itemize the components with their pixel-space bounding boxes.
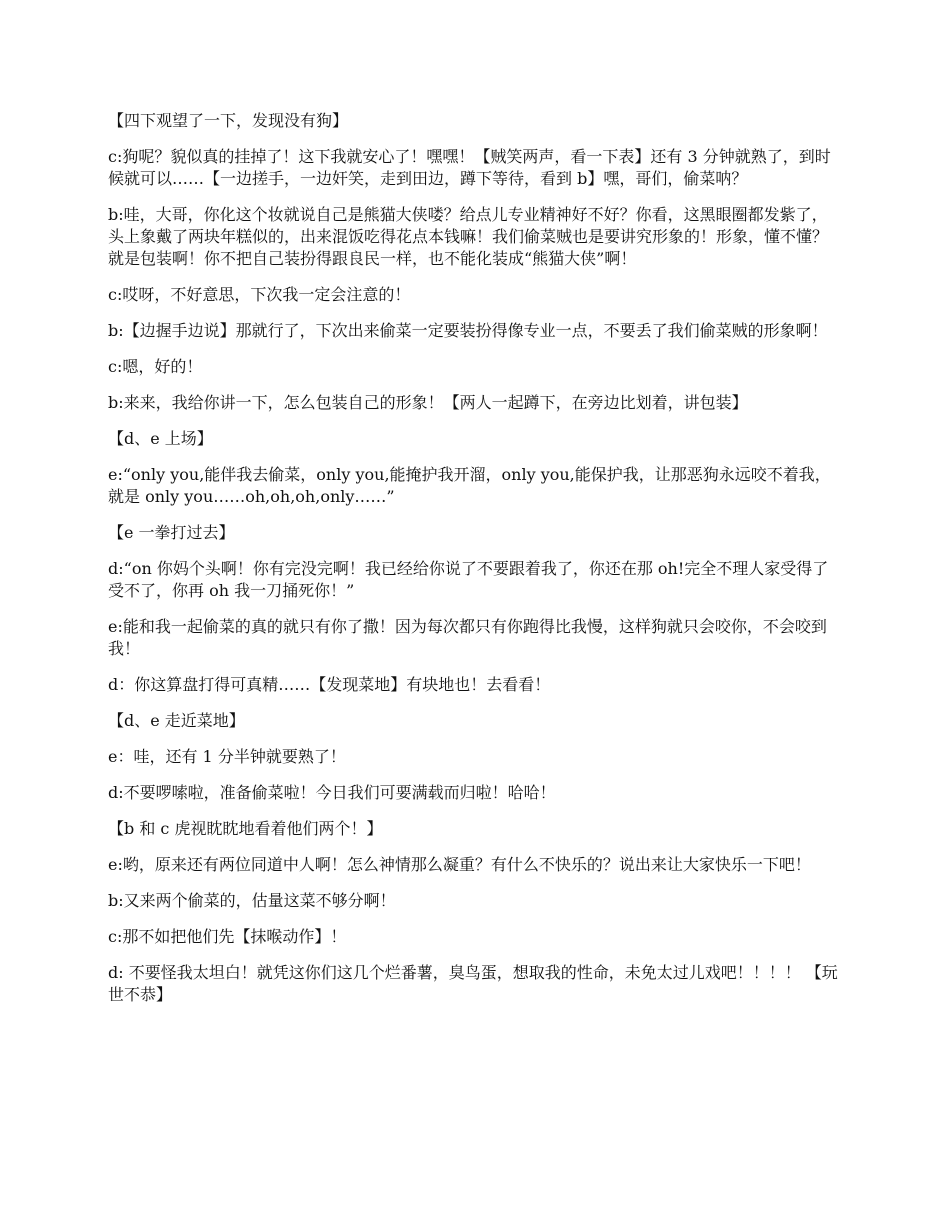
paragraph-1: 【四下观望了一下，发现没有狗】 [108,111,349,130]
paragraph-2: c:狗呢？貌似真的挂掉了！这下我就安心了！嘿嘿！【贼笑两声，看一下表】还有 3 分钟就熟了，到时候就可以……【一边搓手，一边奸笑，走到田边，蹲下等待，看到 b】嘿，哥们，偷菜呐？ [108,147,831,188]
paragraph-8: 【d、e 上场】 [108,429,213,448]
paragraph-13: d：你这算盘打得可真精……【发现菜地】有块地也！去看看！ [108,675,551,694]
paragraph-18: e:哟，原来还有两位同道中人啊！怎么神情那么凝重？有什么不快乐的？说出来让大家快乐一下吧！ [108,855,811,874]
document-body [108,110,838,1020]
paragraph-4: c:哎呀，不好意思，下次我一定会注意的！ [108,285,411,304]
paragraph-11: d:“on 你妈个头啊！你有完没完啊！我已经给你说了不要跟着我了，你还在那 oh!完全不理人家受得了受不了，你再 oh 我一刀捅死你！” [108,559,829,600]
paragraph-21: d: 不要怪我太坦白！就凭这你们这几个烂番薯，臭鸟蛋，想取我的性命，未免太过儿戏吧！！！！ 【玩世不恭】 [108,963,838,1004]
paragraph-14: 【d、e 走近菜地】 [108,711,245,730]
paragraph-17: 【b 和 c 虎视眈眈地看着他们两个！】 [108,819,383,838]
paragraph-20: c:那不如把他们先【抹喉动作】！ [108,927,347,946]
paragraph-9: e:“only you,能伴我去偷菜，only you,能掩护我开溜，only you,能保护我，让那恶狗永远咬不着我，就是 only you……oh,oh,oh,only……” [108,465,831,506]
paragraph-3: b:哇，大哥，你化这个妆就说自己是熊猫大侠喽？给点儿专业精神好不好？你看，这黑眼圈都发紫了，头上象戴了两块年糕似的，出来混饭吃得花点本钱嘛！我们偷菜贼也是要讲究形象的！形象，懂不懂？就是包装啊！你不把自己装扮得跟良民一样，也不能化装成“熊猫大侠”啊！ [108,205,829,268]
paragraph-10: 【e 一拳打过去】 [108,523,235,542]
paragraph-16: d:不要啰嗦啦，准备偷菜啦！今日我们可要满载而归啦！哈哈！ [108,783,556,802]
paragraph-7: b:来来，我给你讲一下，怎么包装自己的形象！【两人一起蹲下，在旁边比划着，讲包装】 [108,393,748,412]
paragraph-6: c:嗯，好的！ [108,357,203,376]
paragraph-12: e:能和我一起偷菜的真的就只有你了撒！因为每次都只有你跑得比我慢，这样狗就只会咬你，不会咬到我！ [108,617,827,658]
paragraph-19: b:又来两个偷菜的，估量这菜不够分啊！ [108,891,396,910]
paragraph-5: b:【边握手边说】那就行了，下次出来偷菜一定要装扮得像专业一点，不要丢了我们偷菜贼的形象啊！ [108,321,828,340]
paragraph-15: e：哇，还有 1 分半钟就要熟了！ [108,747,346,766]
